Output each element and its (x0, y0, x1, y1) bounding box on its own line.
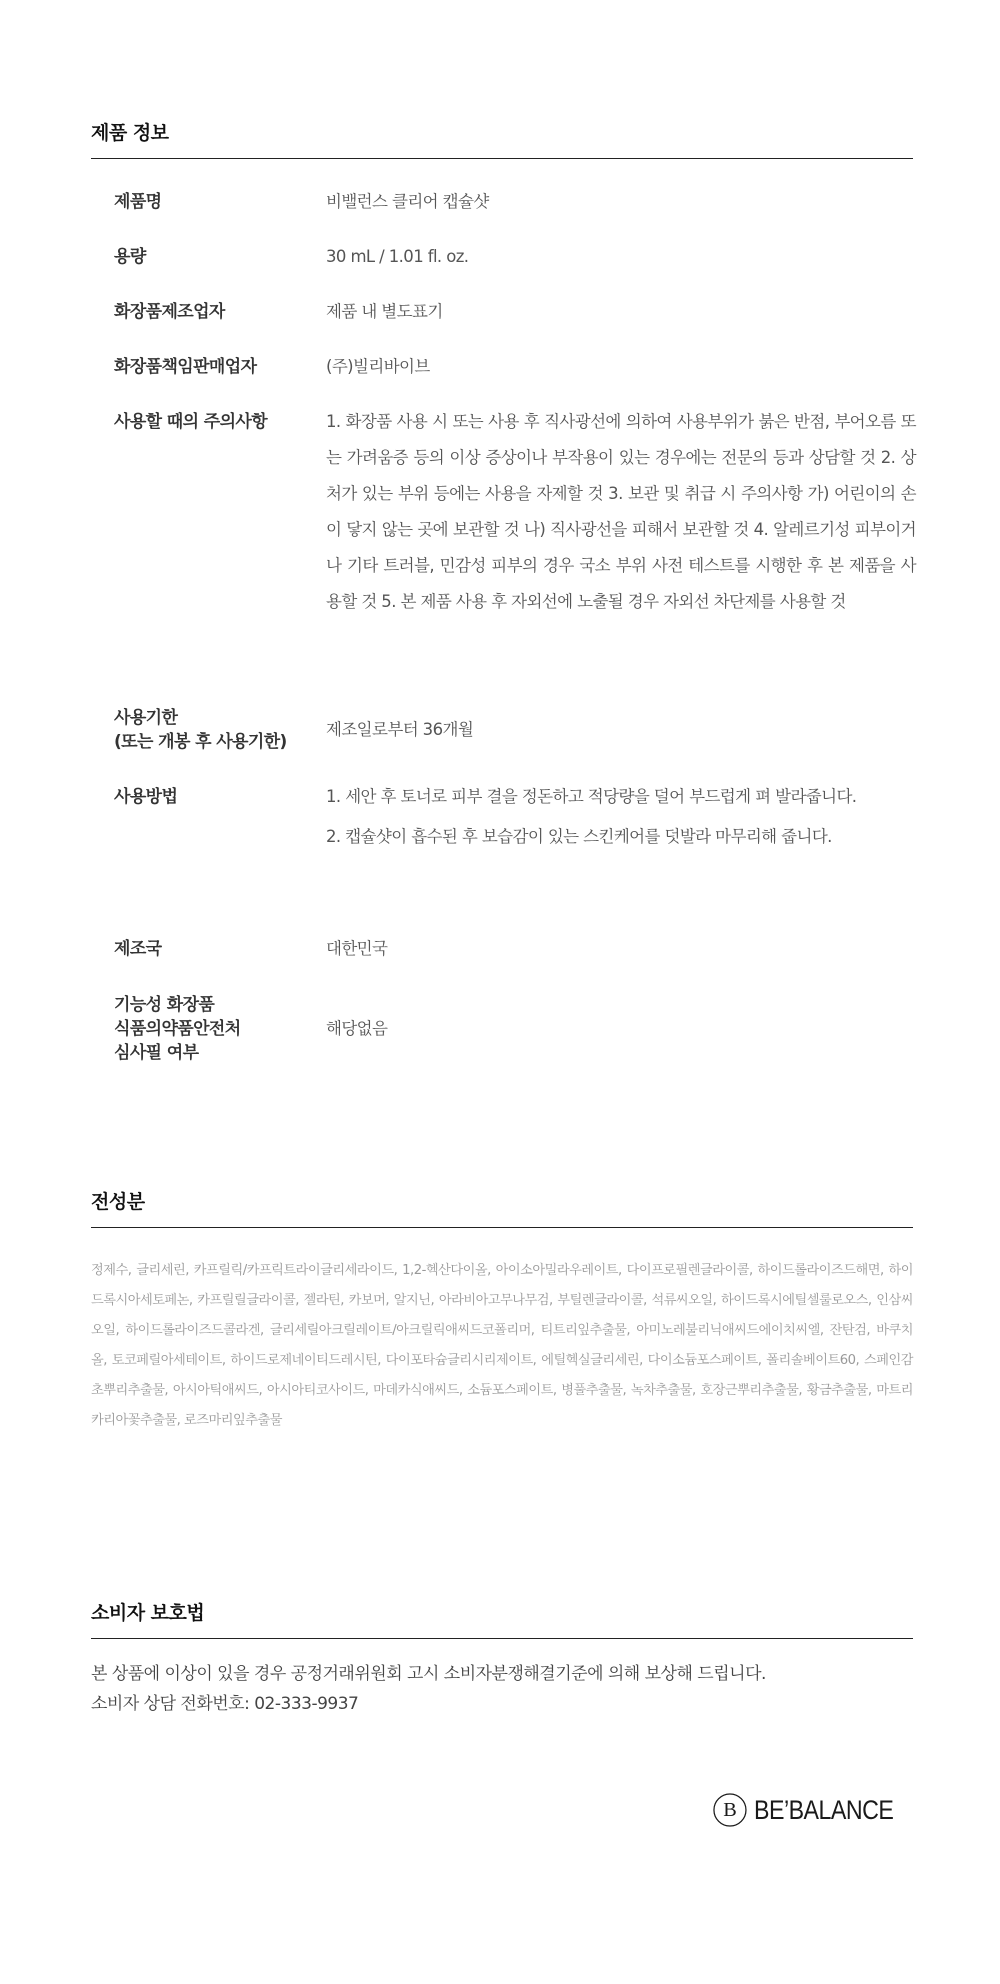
info-label-line: 사용기한 (114, 708, 178, 728)
ingredients-title: 전성분 (91, 1187, 913, 1228)
brand-logo (712, 1785, 916, 1835)
info-value: 해당없음 (326, 1019, 388, 1038)
brand-logo-text: BE’BALANCE (753, 1794, 894, 1825)
consumer-protection-title: 소비자 보호법 (91, 1598, 913, 1639)
info-label: 용량 (114, 247, 146, 267)
info-label: 제품명 (114, 192, 162, 212)
usage-step: 2. 캡슐샷이 흡수된 후 보습감이 있는 스킨케어를 덧발라 마무리해 줍니다. (326, 827, 832, 846)
info-label: 화장품책임판매업자 (114, 357, 257, 377)
info-value: 30 mL / 1.01 fl. oz. (326, 247, 469, 266)
consumer-protection-notice: 본 상품에 이상이 있을 경우 공정거래위원회 고시 소비자분쟁해결기준에 의해 보상해 드립니다. (91, 1664, 766, 1684)
ingredients-text: 정제수, 글리세린, 카프릴릭/카프릭트라이글리세라이드, 1,2-헥산다이올, 아이소아밀라우레이트, 다이프로필렌글라이콜, 하이드롤라이즈드해면, 하이드록시아세토페논, 카프릴릴글라이콜, 젤라틴, 카보머, 알지닌, 아라비아고무나무검, 부틸렌글라이콜, 석류씨오일, 하이드록시에틸셀룰로오스, 인삼씨오일, 하이드롤라이즈드콜라겐, 글리세릴아크릴레이트/아크릴릭애씨드코폴리머, 티트리잎추출물, 아미노레불리닉애씨드에이치씨엘, 잔탄검, 바쿠치올, 토코페릴아세테이트, 하이드로제네이티드레시틴, 다이포타슘글리시리제이트, 에틸헥실글리세린, 다이소듐포스페이트, 폴리솔베이트60, 스페인감초뿌리추출물, 아시아틱애씨드, 아시아티코사이드, 마데카식애씨드, 소듐포스페이트, 병풀추출물, 녹차추출물, 호장근뿌리추출물, 황금추출물, 마트리카리아꽃추출물, 로즈마리잎추출물 (91, 1263, 913, 1428)
info-value: 제조일로부터 36개월 (326, 720, 474, 739)
brand-logo-letter: B (723, 1799, 737, 1822)
consumer-hotline: 소비자 상담 전화번호: 02-333-9937 (91, 1694, 359, 1714)
consumer-protection-section (91, 1598, 913, 1719)
usage-step: 1. 세안 후 토너로 피부 결을 정돈하고 적당량을 덜어 부드럽게 펴 발라줍니다. (326, 787, 857, 806)
info-label (114, 706, 314, 754)
info-label (114, 993, 314, 1065)
info-label: 사용방법 (114, 787, 178, 807)
precautions-text: 1. 화장품 사용 시 또는 사용 후 직사광선에 의하여 사용부위가 붉은 반점, 부어오름 또는 가려움증 등의 이상 증상이나 부작용이 있는 경우에는 전문의 등과 상담할 것 2. 상처가 있는 부위 등에는 사용을 자제할 것 3. 보관 및 취급 시 주의사항 가) 어린이의 손이 닿지 않는 곳에 보관할 것 나) 직사광선을 피해서 보관할 것 4. 알레르기성 피부이거나 기타 트러블, 민감성 피부의 경우 국소 부위 사전 테스트를 시행한 후 본 제품을 사용할 것 5. 본 제품 사용 후 자외선에 노출될 경우 자외선 차단제를 사용할 것 (326, 412, 916, 611)
consumer-protection-text (91, 1659, 913, 1719)
info-value: 비밸런스 클리어 캡슐샷 (326, 192, 489, 211)
info-label: 화장품제조업자 (114, 302, 225, 322)
info-label-line: (또는 개봉 후 사용기한) (114, 732, 287, 752)
info-label: 사용할 때의 주의사항 (114, 412, 268, 432)
product-info-title: 제품 정보 (91, 118, 913, 159)
info-value: (주)빌리바이브 (326, 357, 430, 376)
usage-steps (326, 785, 916, 849)
brand-logo-icon (712, 1787, 748, 1833)
info-label: 제조국 (114, 939, 162, 959)
info-label-line: 심사필 여부 (114, 1043, 199, 1063)
info-label-line: 기능성 화장품 (114, 995, 215, 1015)
ingredients-section (91, 1187, 913, 1436)
info-label-line: 식품의약품안전처 (114, 1019, 241, 1039)
product-info-table (91, 0, 916, 1080)
info-value: 제품 내 별도표기 (326, 302, 443, 321)
info-value: 대한민국 (326, 939, 388, 958)
